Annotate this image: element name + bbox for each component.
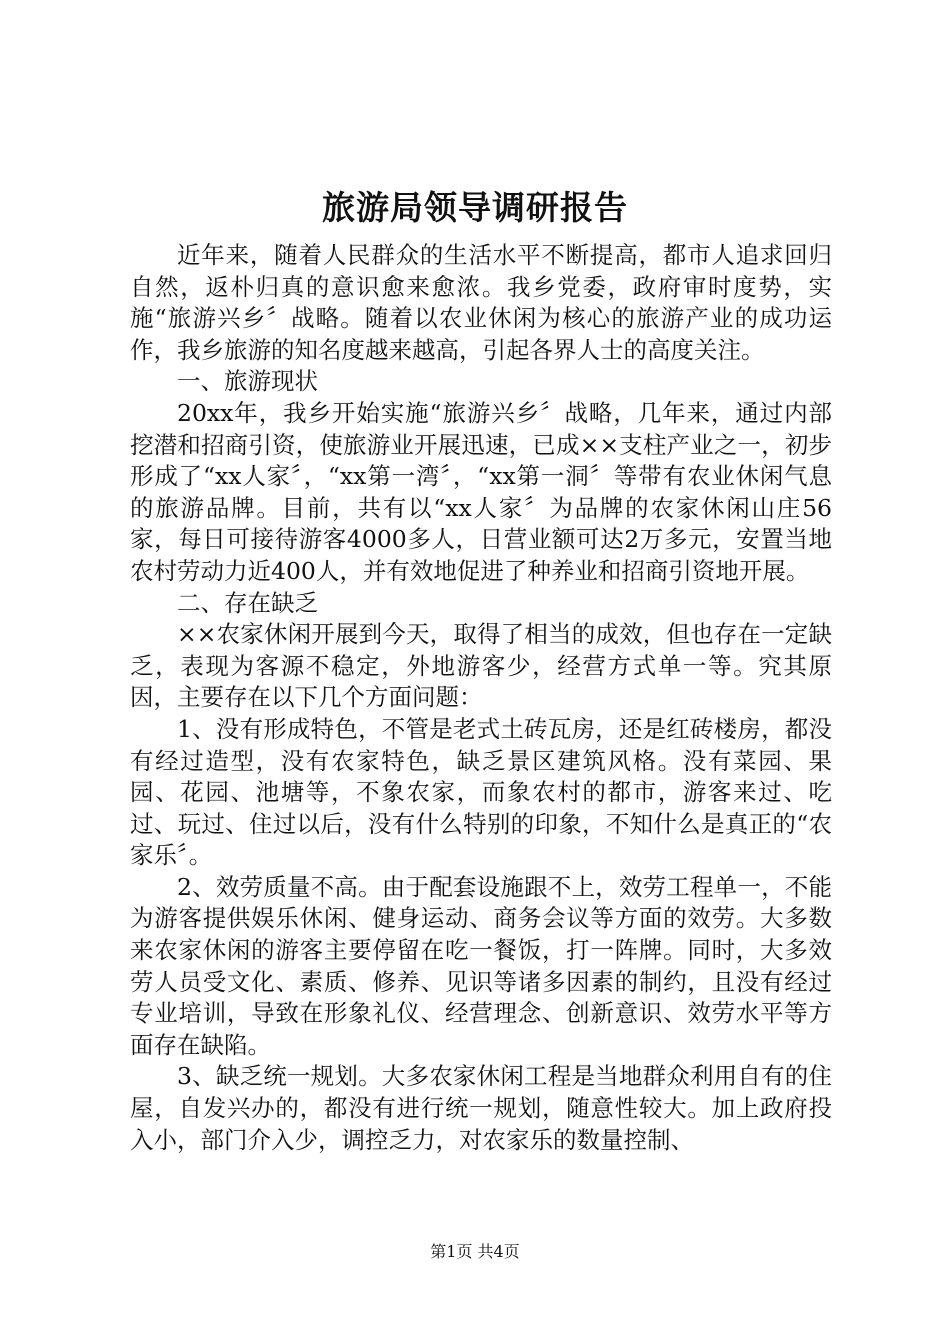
document-body [130,240,832,1156]
document-title: 旅游局领导调研报告 [322,188,628,227]
section-heading-status: 一、旅游现状 [177,367,318,396]
paragraph-point-3: 3、缺乏统一规划。大多农家休闲工程是当地群众利用自有的住屋，自发兴办的，都没有进行统一规划，随意性较大。加上政府投入小，部门介入少，调控乏力，对农家乐的数量控制、 [130,1062,832,1154]
paragraph-status: 20xx年，我乡开始实施“旅游兴乡〞战略，几年来，通过内部挖潜和招商引资，使旅游业开展迅速，已成××支柱产业之一，初步形成了“xx人家〞，“xx第一湾〞，“xx第一洞〞等带有农业休闲气息的旅游品牌。目前，共有以“xx人家〞为品牌的农家休闲山庄56家，每日可接待游客4000多人，日营业额可达2万多元，安置当地农村劳动力近400人，并有效地促进了种养业和招商引资地开展。 [130,398,832,585]
paragraph-point-1: 1、没有形成特色，不管是老式土砖瓦房，还是红砖楼房，都没有经过造型，没有农家特色，缺乏景区建筑风格。没有菜园、果园、花园、池塘等，不象农家，而象农村的都市，游客来过、吃过、玩过、住过以后，没有什么特别的印象，不知什么是真正的“农家乐〞。 [130,714,832,870]
paragraph-point-2: 2、效劳质量不高。由于配套设施跟不上，效劳工程单一，不能为游客提供娱乐休闲、健身运动、商务会议等方面的效劳。大多数来农家休闲的游客主要停留在吃一餐饭，打一阵牌。同时，大多效劳人员受文化、素质、修养、见识等诸多因素的制约，且没有经过专业培训，导致在形象礼仪、经营理念、创新意识、效劳水平等方面存在缺陷。 [130,872,832,1059]
section-heading-shortcomings: 二、存在缺乏 [177,588,318,617]
page-footer: 第1页 共4页 [430,1242,520,1261]
paragraph-intro: 近年来，随着人民群众的生活水平不断提高，都市人追求回归自然，返朴归真的意识愈来愈浓。我乡党委，政府审时度势，实施“旅游兴乡〞战略。随着以农业休闲为核心的旅游产业的成功运作，我乡旅游的知名度越来越高，引起各界人士的高度关注。 [130,241,832,364]
paragraph-shortcomings: ××农家休闲开展到今天，取得了相当的成效，但也存在一定缺乏，表现为客源不稳定，外地游客少，经营方式单一等。究其原因，主要存在以下几个方面问题： [130,620,832,712]
